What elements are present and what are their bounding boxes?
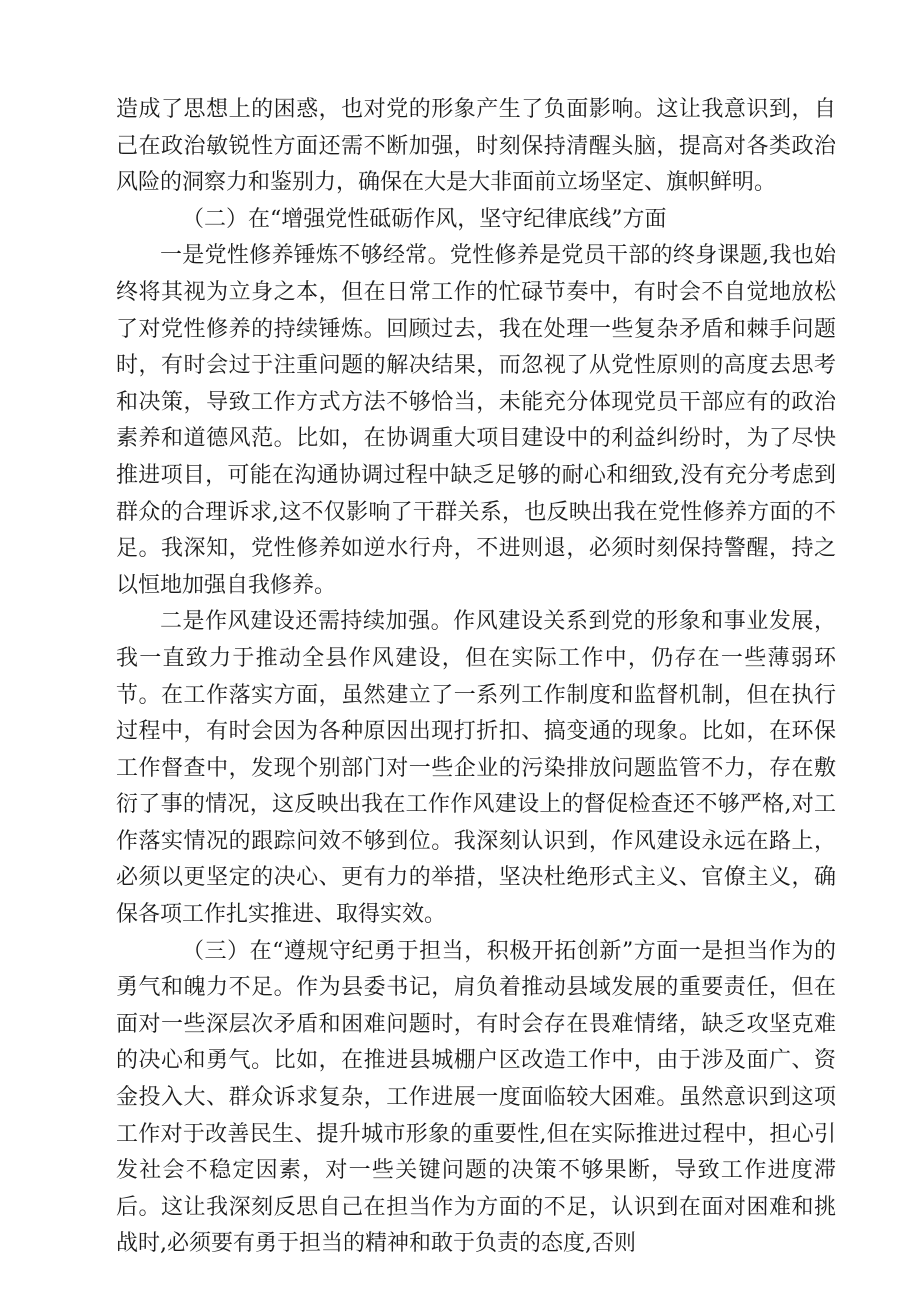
document-body <box>116 92 836 1263</box>
paragraph-continuation: 造成了思想上的困惑，也对党的形象产生了负面影响。这让我意识到，自己在政治敏锐性方面还需不断加强，时刻保持清醒头脑，提高对各类政治风险的洞察力和鉴别力，确保在大是大非面前立场坚定、旗帜鲜明。 <box>116 97 836 196</box>
paragraph-party-spirit: 一是党性修养锤炼不够经常。党性修养是党员干部的终身课题,我也始终将其视为立身之本，但在日常工作的忙碌节奏中，有时会不自觉地放松了对党性修养的持续锤炼。回顾过去，我在处理一些复杂矛盾和棘手问题时，有时会过于注重问题的解决结果，而忽视了从党性原则的高度去思考和决策，导致工作方式方法不够恰当，未能充分体现党员干部应有的政治素养和道德风范。比如，在协调重大项目建设中的利益纠纷时，为了尽快推进项目，可能在沟通协调过程中缺乏足够的耐心和细致,没有充分考虑到群众的合理诉求,这不仅影响了干群关系，也反映出我在党性修养方面的不足。我深知，党性修养如逆水行舟，不进则退，必须时刻保持警醒，持之以恒地加强自我修养。 <box>116 243 836 598</box>
section-heading-2: （二）在“增强党性砥砺作风，坚守纪律底线”方面 <box>182 206 667 232</box>
section-heading-3-paragraph: （三）在“遵规守纪勇于担当，积极开拓创新”方面一是担当作为的勇气和魄力不足。作为县委书记，肩负着推动县域发展的重要责任，但在面对一些深层次矛盾和困难问题时，有时会存在畏难情绪，缺乏攻坚克难的决心和勇气。比如，在推进县城棚户区改造工作中，由于涉及面广、资金投入大、群众诉求复杂，工作进展一度面临较大困难。虽然意识到这项工作对于改善民生、提升城市形象的重要性,但在实际推进过程中，担心引发社会不稳定因素，对一些关键问题的决策不够果断，导致工作进度滞后。这让我深刻反思自己在担当作为方面的不足，认识到在面对困难和挑战时,必须要有勇于担当的精神和敢于负责的态度,否则 <box>116 938 836 1257</box>
paragraph-work-style: 二是作风建设还需持续加强。作风建设关系到党的形象和事业发展，我一直致力于推动全县作风建设，但在实际工作中，仍存在一些薄弱环节。在工作落实方面，虽然建立了一系列工作制度和监督机制，但在执行过程中，有时会因为各种原因出现打折扣、搞变通的现象。比如，在环保工作督查中，发现个别部门对一些企业的污染排放问题监管不力，存在敷衍了事的情况，这反映出我在工作作风建设上的督促检查还不够严格,对工作落实情况的跟踪问效不够到位。我深刻认识到，作风建设永远在路上，必须以更坚定的决心、更有力的举措，坚决杜绝形式主义、官僚主义，确保各项工作扎实推进、取得实效。 <box>116 609 836 928</box>
